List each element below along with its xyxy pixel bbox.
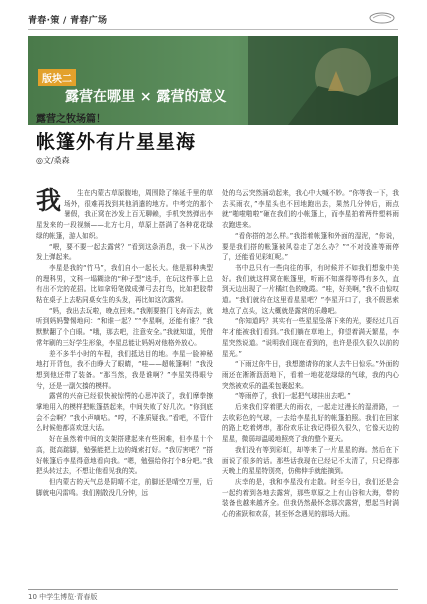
paragraph: “妈，我出去玩啦，晚点回来。”我刚要推门飞奔而去，就听到妈妈警惕地问：“和谁一起？”“李星啊，还能有谁？”我默默翻了个白眼。“哦，那去吧，注意安全。”我就知道，凭借常年刷的三好学生形象，李星总能让妈妈对他格外放心。	[36, 306, 213, 347]
page-header	[28, 10, 398, 30]
footer-divider	[28, 589, 398, 590]
paragraph: 好在虽然着中间的支架搭建起来有些困难，但李星十个高，挺高踮脚，勉强能把上边的绳索打好。“我厉害吧？”搭好帐篷后李星得意地看向我。“嗯，勉强给你打个8分吧。”我把头转过去，不想让他看见我的笑。	[36, 435, 213, 476]
magazine-logo-icon	[368, 11, 396, 25]
campfire-photo	[248, 36, 398, 125]
page-footer	[28, 589, 398, 600]
paragraph: 书中总只有一些向往的事，有时候并不如我们想象中美好。我们就这样窝在帐篷里，听雨不知落得等得有多久，直到天边出现了一片橘红色的晚霞。“哇，好美啊，”我不由惊叹道。“我们就待在这里看星星吧？”李星开口了，我不假思索地点了点头，这大概就是露营的乐趣吧。	[222, 263, 399, 315]
paragraph: 处的乌云突然涌动起来，我心中大喊不妙。“你等我一下，我去买雨衣，”李星头也不回地跑出去，果然几分钟后，雨点就“啪啦啪啦”砸在我们的小帐篷上，而李星拍着两件塑料雨衣跑进来。	[222, 189, 399, 230]
paragraph: 我 生在内蒙古草原腹地，周围除了绵延千里的草场外，很难再找到其他消遣的地方。中考完的那个暑假，我正窝在沙发上百无聊赖，手机突然弹出李星发来的一段视频——北方七月，草原上搭满了各种花花绿绿的帐篷，游人如织。	[36, 188, 213, 242]
article-column-left	[36, 188, 213, 498]
section-title: 青春·策 / 青春广场	[28, 16, 108, 26]
article-column-right	[222, 188, 399, 520]
paragraph: 李星是我的“竹马”，我们自小一起长大。他是那种典型的理科男，文科一塌糊涂的“种子型”选手，在玩这件事上总有出不完的花招。比如拿铅笔做成弹弓去打鸟，比如把胶带粘在桌子上去粘同桌女生的头发，再比如这次露营。	[36, 263, 213, 305]
paragraph: 后来我们穿着肥大的雨衣，一起走过漫长的湿滑路，一去吹彩色的气球，一去给李星扎好的帐篷拍照。我们在回家的路上吃着烤串，那份欢乐让我记得很久很久，它像天边的星星，微弱却温暖地照亮了我的整个夏天。	[222, 403, 399, 444]
paragraph: 庆幸的是，我和李星没有走散。时至今日，我们还是会一起约着到各地去露营，那些草原之上有山谷和大海，带的装备也越来越齐全。但我仍然最怀念那次露营，想起当时满心的雀跃和欢喜，甚至怀念遇见的那场大雨。	[222, 477, 399, 519]
paragraph: “喂，要不要一起去露营？”看到这条消息，我一下从沙发上弹起来。	[36, 242, 213, 262]
article-headline: 帐篷外有片星星海	[36, 131, 197, 153]
page-number: 10 中学生博览·青春版	[28, 593, 98, 601]
paragraph: 露营的兴奋已经很快被惊愕的心思冲淡了，我们摩拳擦掌地用入的模样把帐篷搭起来，中间失败了好几次。“你到底会不会啊？”我小声嘀咕。“哼，不准质疑我。”看吧，不管什么时候他都喜欢逞大话。	[36, 392, 213, 433]
paragraph: “等雨停了，我们一起把气球挂出去吧。”	[235, 392, 351, 401]
paragraph: 但内蒙古的天气总是阴晴不定，前脚还是晴空万里，后脚就电闪雷鸣。我们刚散没几分钟，远	[36, 477, 213, 497]
paragraph: 差不多半小时的车程，我们抵达目的地。李星一脸神秘地打开背包，我不由睁大了眼睛，“哇——超帐篷啊！”我没想到他还带了装备。“那当然，我是谁啊？”李星笑得眼兮兮，还是一副欠揍的模样。	[36, 349, 213, 390]
section-tag: 版块二	[38, 69, 76, 86]
paragraph: “下雨过你牛日，我想邀请你的家人去牛日惊乐。”外面的雨还在淅淅沥沥地下，看着一地花花绿绿的气球，我的内心突然被欢乐的温柔包裹起来。	[222, 360, 399, 390]
drop-cap: 我	[36, 186, 62, 215]
paragraph: “你知道吗？其实有一些星星坠落下来的光，要经过几百年才能被我们看到。”我们躺在草地上，仰望着满天繁星，李星突然说道。“说明我们现在看到的，也许是很久很久以前的星光。”	[222, 317, 399, 358]
paragraph: 我们没有等到彩虹，却等来了一片星星的海。然后在下面说了很多的话。那些话我现在已经记不太清了，只记得那天晚上的星星特别亮，仿佛伸手就能摘到。	[222, 445, 399, 476]
article-byline: ◎文/桑森	[36, 156, 70, 165]
header-divider	[28, 29, 398, 30]
banner-title: 露营在哪里 × 露营的意义	[65, 89, 227, 105]
paragraph: “看你搭的怎么样。”我指着帐篷和外面的湿泥，“你说，要是我们搭的帐篷被风卷走了怎么办？”“不对没准等雨停了，还能看见彩虹呢。”	[222, 231, 399, 262]
article-kicker: 露营之牧场篇！	[36, 114, 106, 125]
